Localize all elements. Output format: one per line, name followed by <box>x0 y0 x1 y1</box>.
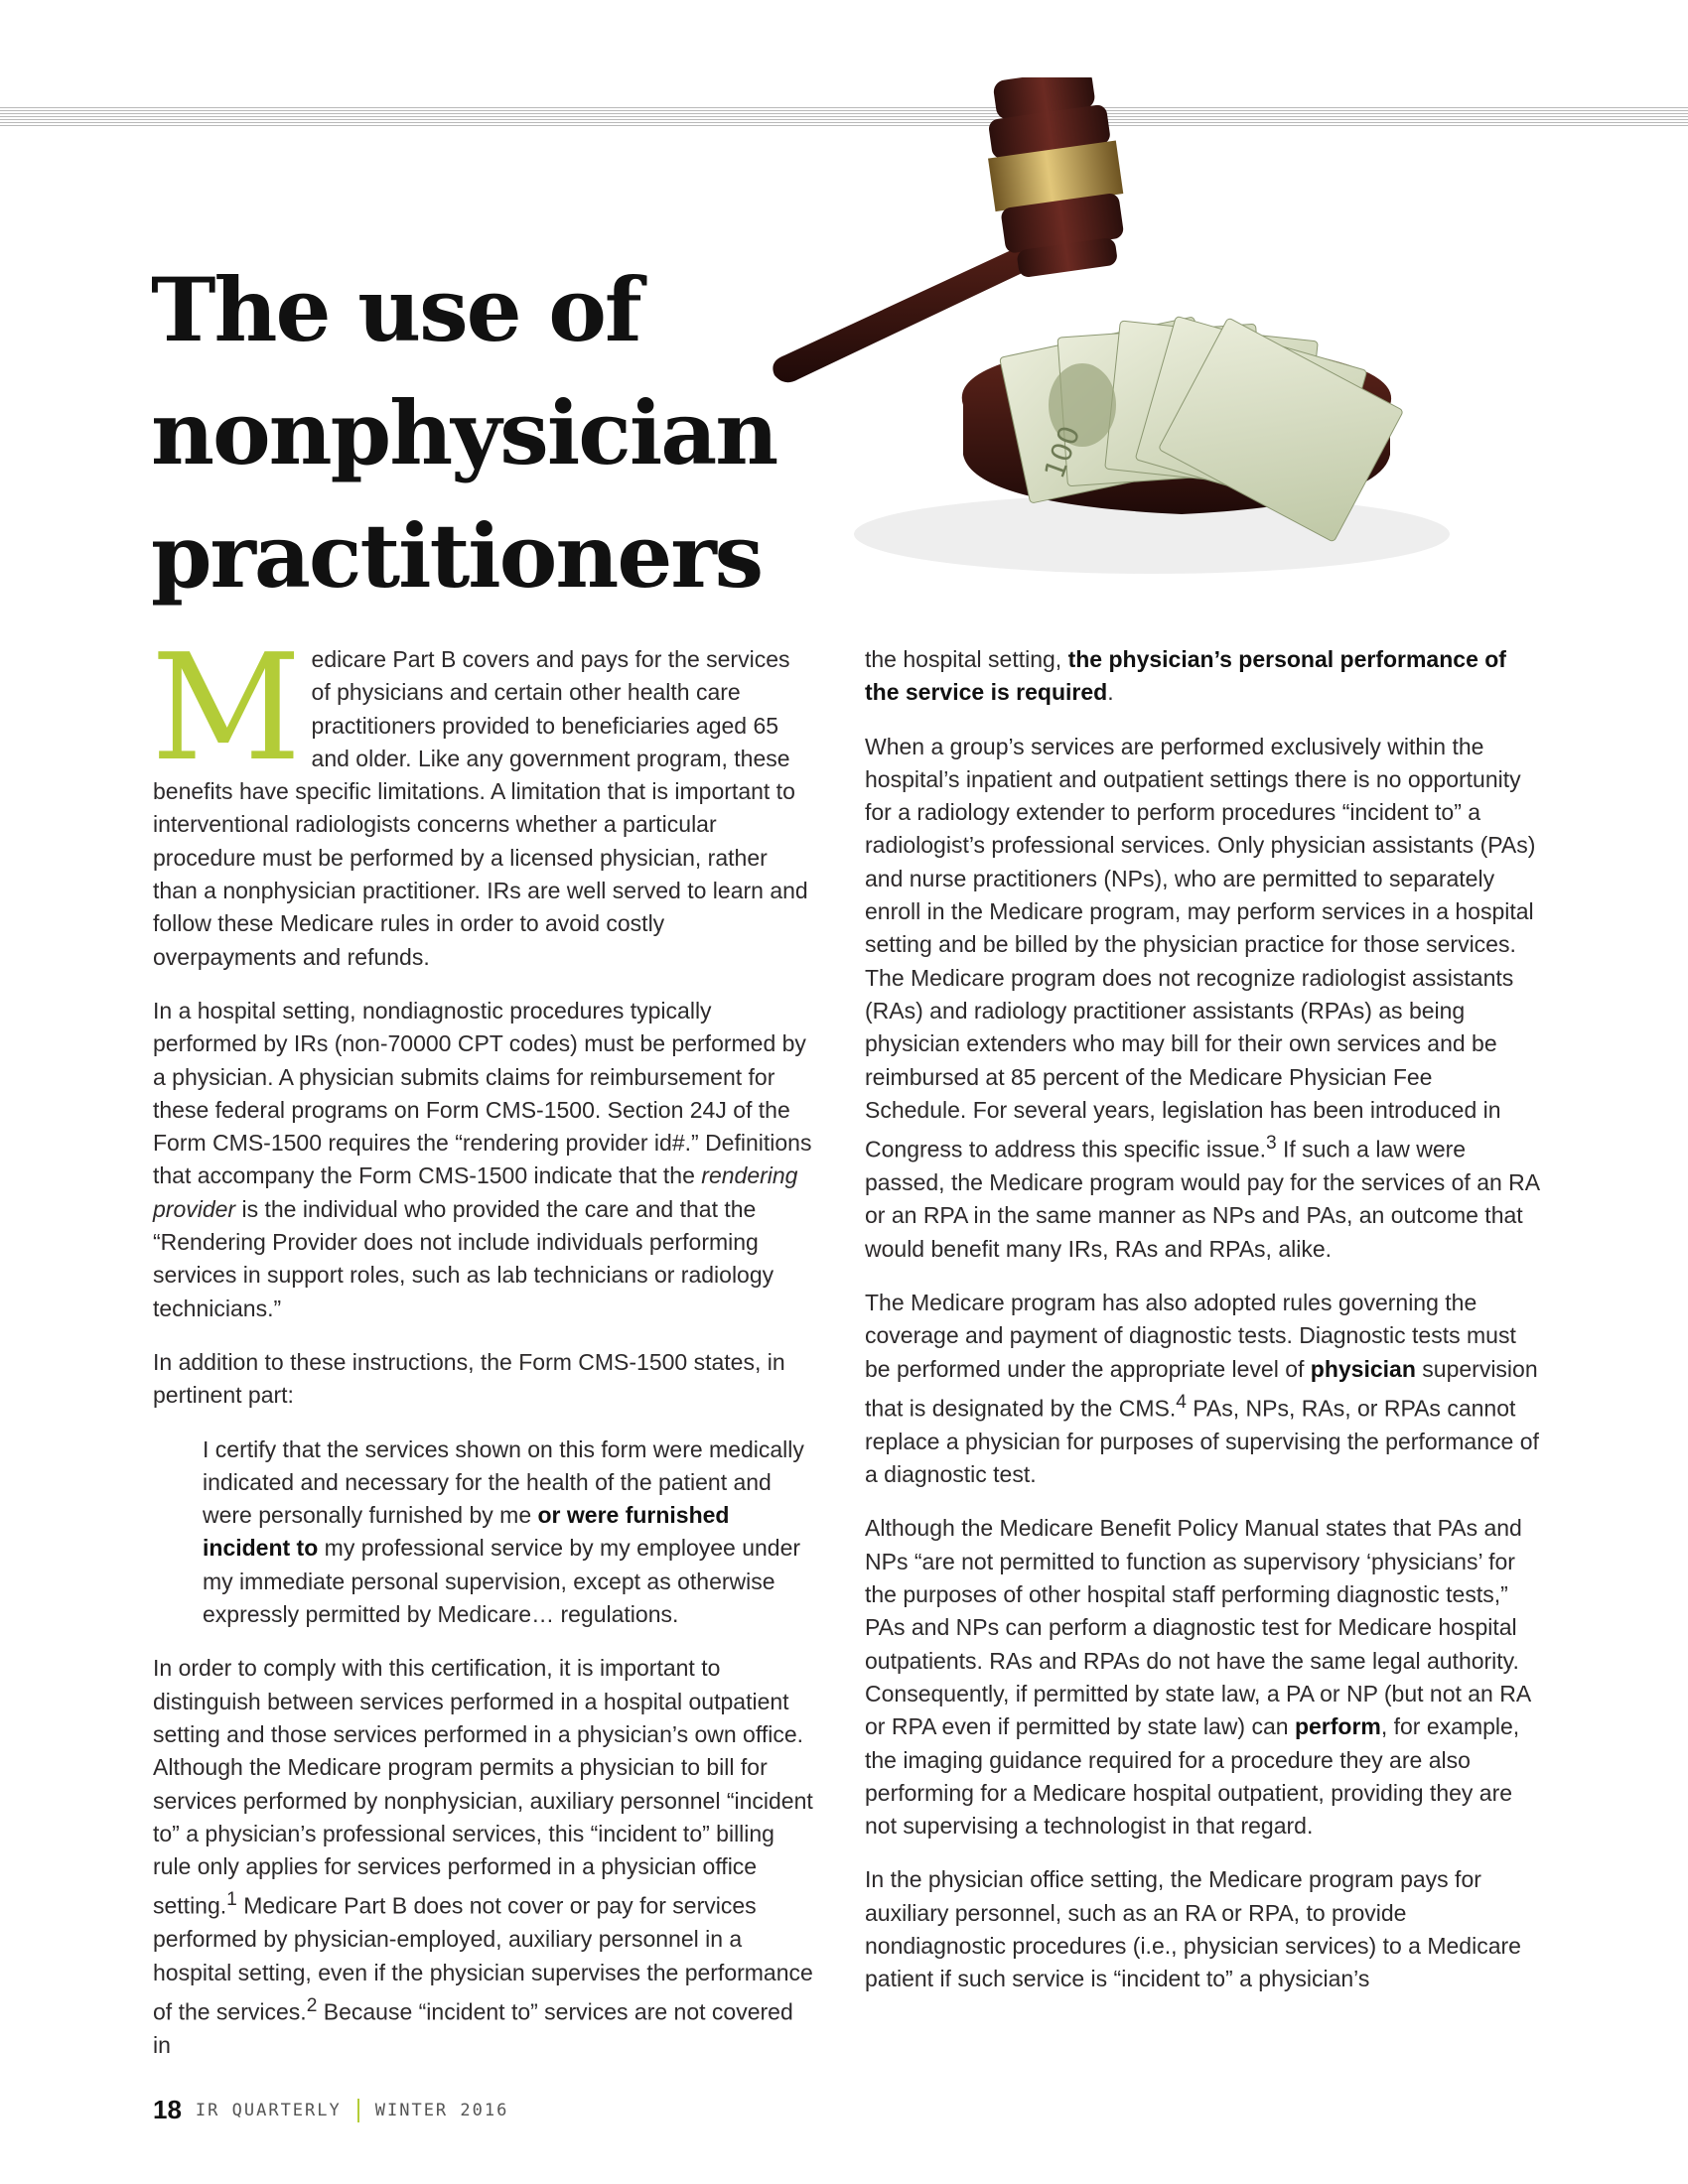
certification-quote <box>203 1433 814 1632</box>
paragraph-compliance <box>153 1652 814 2062</box>
bold-text: the physician’s personal performance of the service is required <box>865 646 1506 706</box>
text-span: the hospital setting, <box>865 646 1068 672</box>
title-line-2: nonphysician <box>151 381 777 484</box>
text-span: The Medicare program has also adopted rules governing the coverage and payment of diagnostic tests. Diagnostic tests must be performed under the appropriate level of <box>865 1290 1516 1382</box>
text-span: When a group’s services are performed exclusively within the hospital’s inpatient and outpatient settings there is no opportunity for a radiology extender to perform procedures “incident to” a radiologist’s professional services. Only physician assistants (PAs) and nurse practitioners (NPs), who are permitted to separately enroll in the Medicare program, may perform services in a hospital setting and be billed by the physician practice for those services. The Medicare program does not recognize radiologist assistants (RAs) and radiology practitioner assistants (RPAs) as being physician extenders who may bill for their own services and be reimbursed at 85 percent of the Medicare Physician Fee Schedule. For several years, legislation has been introduced in Congress to address this specific issue. <box>865 733 1536 1162</box>
page-footer <box>153 2095 508 2125</box>
text-span: Medicare Part B does not cover or pay for services performed by physician-employed, auxiliary personnel in a hospital setting, even if the physician supervises the performance of the services. <box>153 1893 813 2025</box>
paragraph-office-setting: In the physician office setting, the Medicare program pays for auxiliary personnel, such as an RA or RPA, to provide nondiagnostic procedures (i.e., physician services) to a Medicare patient if such service is “incident to” a physician’s <box>865 1866 1521 1992</box>
right-column <box>865 643 1540 2017</box>
text-span: In order to comply with this certification, it is important to distinguish between services performed in a hospital outpatient setting and those services performed in a physician’s own office. Although the Medicare program permits a physician to bill for services performed by nonphysician, auxiliary personnel “incident to” a physician’s professional services, this “incident to” billing rule only applies for services performed in a physician office setting. <box>153 1655 813 1920</box>
paragraph-policy-manual <box>865 1512 1540 1843</box>
footnote-ref: 1 <box>226 1889 237 1911</box>
text-span: , for example, the imaging guidance required for a procedure they are also performing for a Medicare hospital outpatient, providing they are not supervising a technologist in that regard. <box>865 1713 1520 1840</box>
footnote-ref: 4 <box>1176 1391 1187 1413</box>
title-line-1: The use of <box>151 258 640 361</box>
paragraph-intro <box>151 622 814 974</box>
drop-cap: M <box>151 622 302 793</box>
article-title <box>151 248 846 617</box>
bold-text: physician <box>1310 1355 1416 1382</box>
text-span: is the individual who provided the care and that the “Rendering Provider does not include individuals performing services in support roles, such as lab technicians or radiology technicians.” <box>153 1195 774 1321</box>
issue-date: WINTER 2016 <box>374 2100 509 2120</box>
svg-text:100: 100 <box>1038 421 1087 483</box>
gavel-money-image <box>765 77 1688 633</box>
footnote-ref: 2 <box>306 1994 318 2016</box>
text-span: Although the Medicare Benefit Policy Manual states that PAs and NPs “are not permitted to function as supervisory ‘physicians’ for the purposes of other hospital staff performing diagnostic tests,” PAs and NPs can perform a diagnostic test for Medicare hospital outpatients. RAs and RPAs do not have the same legal authority. Consequently, if permitted by state law, a PA or NP (but not an RA or RPA even if permitted by state law) can <box>865 1515 1530 1740</box>
paragraph-diagnostic-tests <box>865 1287 1540 1491</box>
paragraph-continued <box>865 643 1540 710</box>
text-span: If such a law were passed, the Medicare program would pay for the services of an RA or an RPA in the same manner as NPs and PAs, an outcome that would benefit many IRs, RAs and RPAs, alike. <box>865 1136 1539 1262</box>
bold-text: perform <box>1294 1713 1381 1740</box>
emphasis-text: rendering provider <box>153 1162 798 1222</box>
text-span: I certify that the services shown on this form were medically indicated and necessary for the health of the patient and were personally furnished by me <box>203 1435 804 1529</box>
footer-divider <box>357 2099 359 2122</box>
paragraph-instructions: In addition to these instructions, the Form CMS-1500 states, in pertinent part: <box>153 1348 785 1409</box>
page-number: 18 <box>153 2095 182 2124</box>
paragraph-group-services <box>865 731 1540 1266</box>
intro-text: edicare Part B covers and pays for the services of physicians and certain other health care practitioners provided to beneficiaries aged 65 and older. Like any government program, these benefits have specific limitations. A limitation that is important to interventional radiologists concerns whether a particular procedure must be performed by a licensed physician, rather than a nonphysician practitioner. IRs are well served to learn and follow these Medicare rules in order to avoid costly overpayments and refunds. <box>153 646 808 970</box>
text-span: Because “incident to” services are not covered in <box>153 1998 793 2058</box>
left-column <box>151 622 814 2083</box>
text-span: PAs, NPs, RAs, or RPAs cannot replace a physician for purposes of supervising the performance of a diagnostic test. <box>865 1395 1539 1488</box>
text-span: my professional service by my employee under my immediate personal supervision, except as otherwise expressly permitted by Medicare… regulations. <box>203 1535 801 1628</box>
title-line-3: practitioners <box>151 504 763 608</box>
publication-name: IR QUARTERLY <box>195 2100 342 2120</box>
bold-text: or were furnished incident to <box>203 1502 730 1562</box>
text-span: supervision that is designated by the CMS. <box>865 1355 1538 1422</box>
footnote-ref: 3 <box>1265 1133 1277 1155</box>
text-span: . <box>1107 679 1114 706</box>
paragraph-hospital-setting <box>153 995 814 1325</box>
text-span: In a hospital setting, nondiagnostic procedures typically performed by IRs (non-70000 CPT codes) must be performed by a physician. A physician submits claims for reimbursement for these federal programs on Form CMS-1500. Section 24J of the Form CMS-1500 requires the “rendering provider id#.” Definitions that accompany the Form CMS-1500 indicate that the <box>153 997 812 1189</box>
